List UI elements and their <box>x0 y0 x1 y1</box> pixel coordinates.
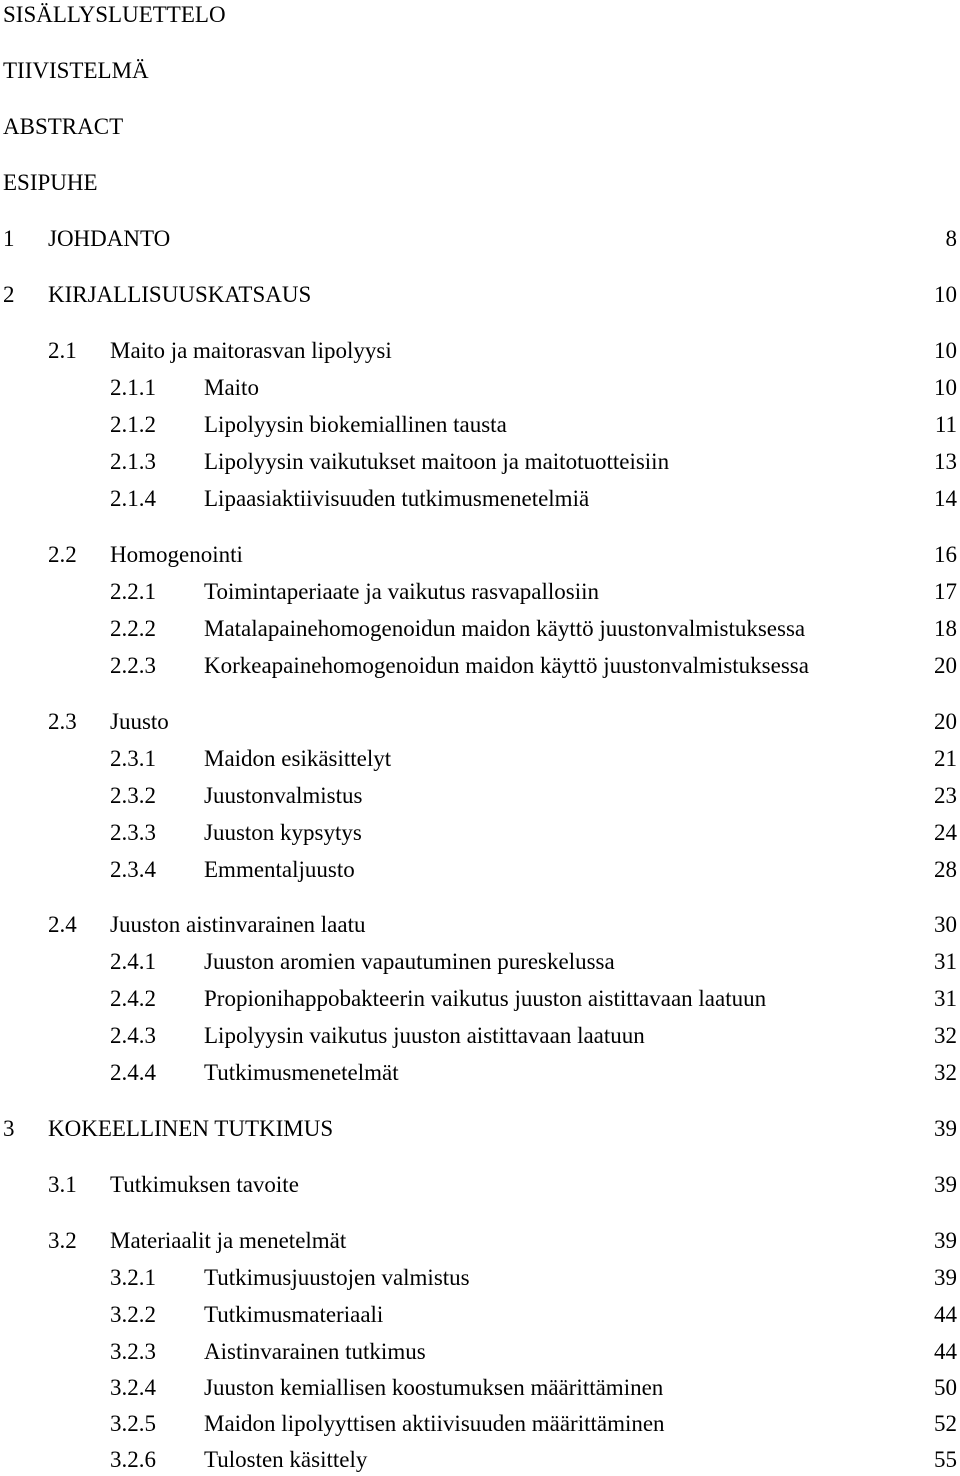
toc-entry-3 <box>0 1114 960 1144</box>
toc-title: Korkeapainehomogenoidun maidon käyttö juustonvalmistuksessa <box>204 653 809 678</box>
toc-page-number: 20 <box>934 709 957 734</box>
toc-entry-2-1-2 <box>0 410 960 440</box>
toc-number: 2.2.1 <box>110 579 156 604</box>
toc-page-number: 18 <box>934 616 957 641</box>
toc-title: Lipaasiaktiivisuuden tutkimusmenetelmiä <box>204 486 590 511</box>
toc-entry-2-3-1 <box>0 744 960 774</box>
toc-entry-3-2-3 <box>0 1337 960 1367</box>
toc-page-number: 16 <box>934 542 957 567</box>
toc-title: Tutkimusjuustojen valmistus <box>204 1265 470 1290</box>
toc-number: 2.3.2 <box>110 783 156 808</box>
toc-number: 2.3.1 <box>110 746 156 771</box>
toc-title: Propionihappobakteerin vaikutus juuston aistittavaan laatuun <box>204 986 767 1011</box>
toc-entry-2-3-4 <box>0 855 960 885</box>
toc-entry-3-2 <box>0 1226 960 1256</box>
toc-page-number: 55 <box>934 1447 957 1472</box>
toc-entry-3-2-4 <box>0 1373 960 1403</box>
toc-number: 2.1.3 <box>110 449 156 474</box>
toc-entry-2-4-4 <box>0 1058 960 1088</box>
toc-page-number: 21 <box>934 746 957 771</box>
toc-page-number: 10 <box>934 375 957 400</box>
toc-entry-2-2-1 <box>0 577 960 607</box>
toc-title: JOHDANTO <box>48 226 171 251</box>
toc-front-tiivistelma <box>0 56 960 86</box>
toc-number: 3.2.4 <box>110 1375 156 1400</box>
toc-page-number: 32 <box>934 1060 957 1085</box>
toc-entry-2-2-3 <box>0 651 960 681</box>
toc-page-number: 23 <box>934 783 957 808</box>
toc-entry-2-2 <box>0 540 960 570</box>
toc-entry-2-1-1 <box>0 373 960 403</box>
toc-page-number: 39 <box>934 1172 957 1197</box>
toc-entry-3-2-2 <box>0 1300 960 1330</box>
toc-title: ESIPUHE <box>3 170 98 195</box>
toc-number: 3.2.2 <box>110 1302 156 1327</box>
toc-title: Juusto <box>110 709 169 734</box>
toc-title: Lipolyysin vaikutukset maitoon ja maitotuotteisiin <box>204 449 670 474</box>
toc-title: Aistinvarainen tutkimus <box>204 1339 426 1364</box>
toc-title: Matalapainehomogenoidun maidon käyttö juustonvalmistuksessa <box>204 616 806 641</box>
toc-entry-2-4-3 <box>0 1021 960 1051</box>
toc-entry-3-2-1 <box>0 1263 960 1293</box>
toc-number: 2.1.2 <box>110 412 156 437</box>
toc-number: 2.3 <box>48 709 77 734</box>
toc-page-number: 28 <box>934 857 957 882</box>
toc-page-number: 44 <box>934 1339 957 1364</box>
toc-title: Maito ja maitorasvan lipolyysi <box>110 338 392 363</box>
toc-page-number: 17 <box>934 579 957 604</box>
toc-title: KIRJALLISUUSKATSAUS <box>48 282 312 307</box>
toc-number: 2.4.1 <box>110 949 156 974</box>
toc-page-number: 30 <box>934 912 957 937</box>
toc-title: KOKEELLINEN TUTKIMUS <box>48 1116 334 1141</box>
toc-title: Maito <box>204 375 259 400</box>
toc-page-number: 44 <box>934 1302 957 1327</box>
toc-page-number: 39 <box>934 1265 957 1290</box>
toc-page-number: 50 <box>934 1375 957 1400</box>
toc-front-abstract <box>0 112 960 142</box>
toc-number: 2.2.3 <box>110 653 156 678</box>
toc-page-number: 52 <box>934 1411 957 1436</box>
toc-page-number: 39 <box>934 1116 957 1141</box>
toc-entry-2 <box>0 280 960 310</box>
toc-number: 2.1.1 <box>110 375 156 400</box>
toc-title: Juuston aistinvarainen laatu <box>110 912 366 937</box>
toc-title: Homogenointi <box>110 542 243 567</box>
toc-entry-2-2-2 <box>0 614 960 644</box>
toc-number: 2.1 <box>48 338 77 363</box>
toc-title: Juuston kypsytys <box>204 820 362 845</box>
toc-number: 2.3.3 <box>110 820 156 845</box>
toc-number: 2.1.4 <box>110 486 156 511</box>
toc-title: Lipolyysin biokemiallinen tausta <box>204 412 507 437</box>
toc-number: 3.1 <box>48 1172 77 1197</box>
toc-title: Tutkimusmateriaali <box>204 1302 384 1327</box>
toc-front-esipuhe <box>0 168 960 198</box>
toc-page-number: 10 <box>934 282 957 307</box>
toc-title: Lipolyysin vaikutus juuston aistittavaan laatuun <box>204 1023 645 1048</box>
toc-title: Maidon esikäsittelyt <box>204 746 392 771</box>
toc-page-number: 32 <box>934 1023 957 1048</box>
toc-page-number: 39 <box>934 1228 957 1253</box>
toc-title: Toimintaperiaate ja vaikutus rasvapallosiin <box>204 579 600 604</box>
toc-number: 3.2.6 <box>110 1447 156 1472</box>
toc-page-number: 31 <box>934 949 957 974</box>
toc-number: 3.2.5 <box>110 1411 156 1436</box>
toc-number: 2.4.3 <box>110 1023 156 1048</box>
toc-entry-2-4-1 <box>0 947 960 977</box>
toc-page-number: 10 <box>934 338 957 363</box>
toc-title: Juuston aromien vapautuminen pureskelussa <box>204 949 615 974</box>
toc-title: Tulosten käsittely <box>204 1447 368 1472</box>
toc-title: Juuston kemiallisen koostumuksen määrittäminen <box>204 1375 664 1400</box>
toc-entry-2-1-3 <box>0 447 960 477</box>
toc-title: ABSTRACT <box>3 114 124 139</box>
toc-page-number: 24 <box>934 820 957 845</box>
toc-entry-3-2-6 <box>0 1445 960 1475</box>
toc-entry-2-4 <box>0 910 960 940</box>
toc-entry-2-4-2 <box>0 984 960 1014</box>
toc-title: SISÄLLYSLUETTELO <box>3 2 226 27</box>
toc-title: Juustonvalmistus <box>204 783 363 808</box>
toc-page-number: 14 <box>934 486 957 511</box>
toc-number: 3 <box>3 1116 15 1141</box>
toc-entry-1 <box>0 224 960 254</box>
toc-title: Materiaalit ja menetelmät <box>110 1228 347 1253</box>
toc-number: 2.4 <box>48 912 77 937</box>
toc-page-number: 11 <box>934 412 957 437</box>
toc-title: Tutkimuksen tavoite <box>110 1172 299 1197</box>
toc-number: 3.2.1 <box>110 1265 156 1290</box>
toc-number: 2.2.2 <box>110 616 156 641</box>
toc-page-number: 13 <box>934 449 957 474</box>
toc-title: Tutkimusmenetelmät <box>204 1060 399 1085</box>
toc-entry-2-3-3 <box>0 818 960 848</box>
toc-number: 2.2 <box>48 542 77 567</box>
toc-number: 2.4.2 <box>110 986 156 1011</box>
toc-number: 3.2 <box>48 1228 77 1253</box>
toc-number: 2.3.4 <box>110 857 156 882</box>
toc-title: Maidon lipolyyttisen aktiivisuuden määrittäminen <box>204 1411 665 1436</box>
toc-front-sisallysluettelo <box>0 0 960 30</box>
toc-entry-2-1-4 <box>0 484 960 514</box>
toc-number: 2.4.4 <box>110 1060 156 1085</box>
toc-title: TIIVISTELMÄ <box>3 58 149 83</box>
toc-entry-3-2-5 <box>0 1409 960 1439</box>
toc-number: 1 <box>3 226 15 251</box>
toc-entry-3-1 <box>0 1170 960 1200</box>
toc-entry-2-1 <box>0 336 960 366</box>
toc-title: Emmentaljuusto <box>204 857 355 882</box>
toc-number: 3.2.3 <box>110 1339 156 1364</box>
toc-page-number: 8 <box>945 226 957 251</box>
toc-number: 2 <box>3 282 15 307</box>
toc-page-number: 20 <box>934 653 957 678</box>
toc-page-number: 31 <box>934 986 957 1011</box>
toc-entry-2-3-2 <box>0 781 960 811</box>
toc-entry-2-3 <box>0 707 960 737</box>
